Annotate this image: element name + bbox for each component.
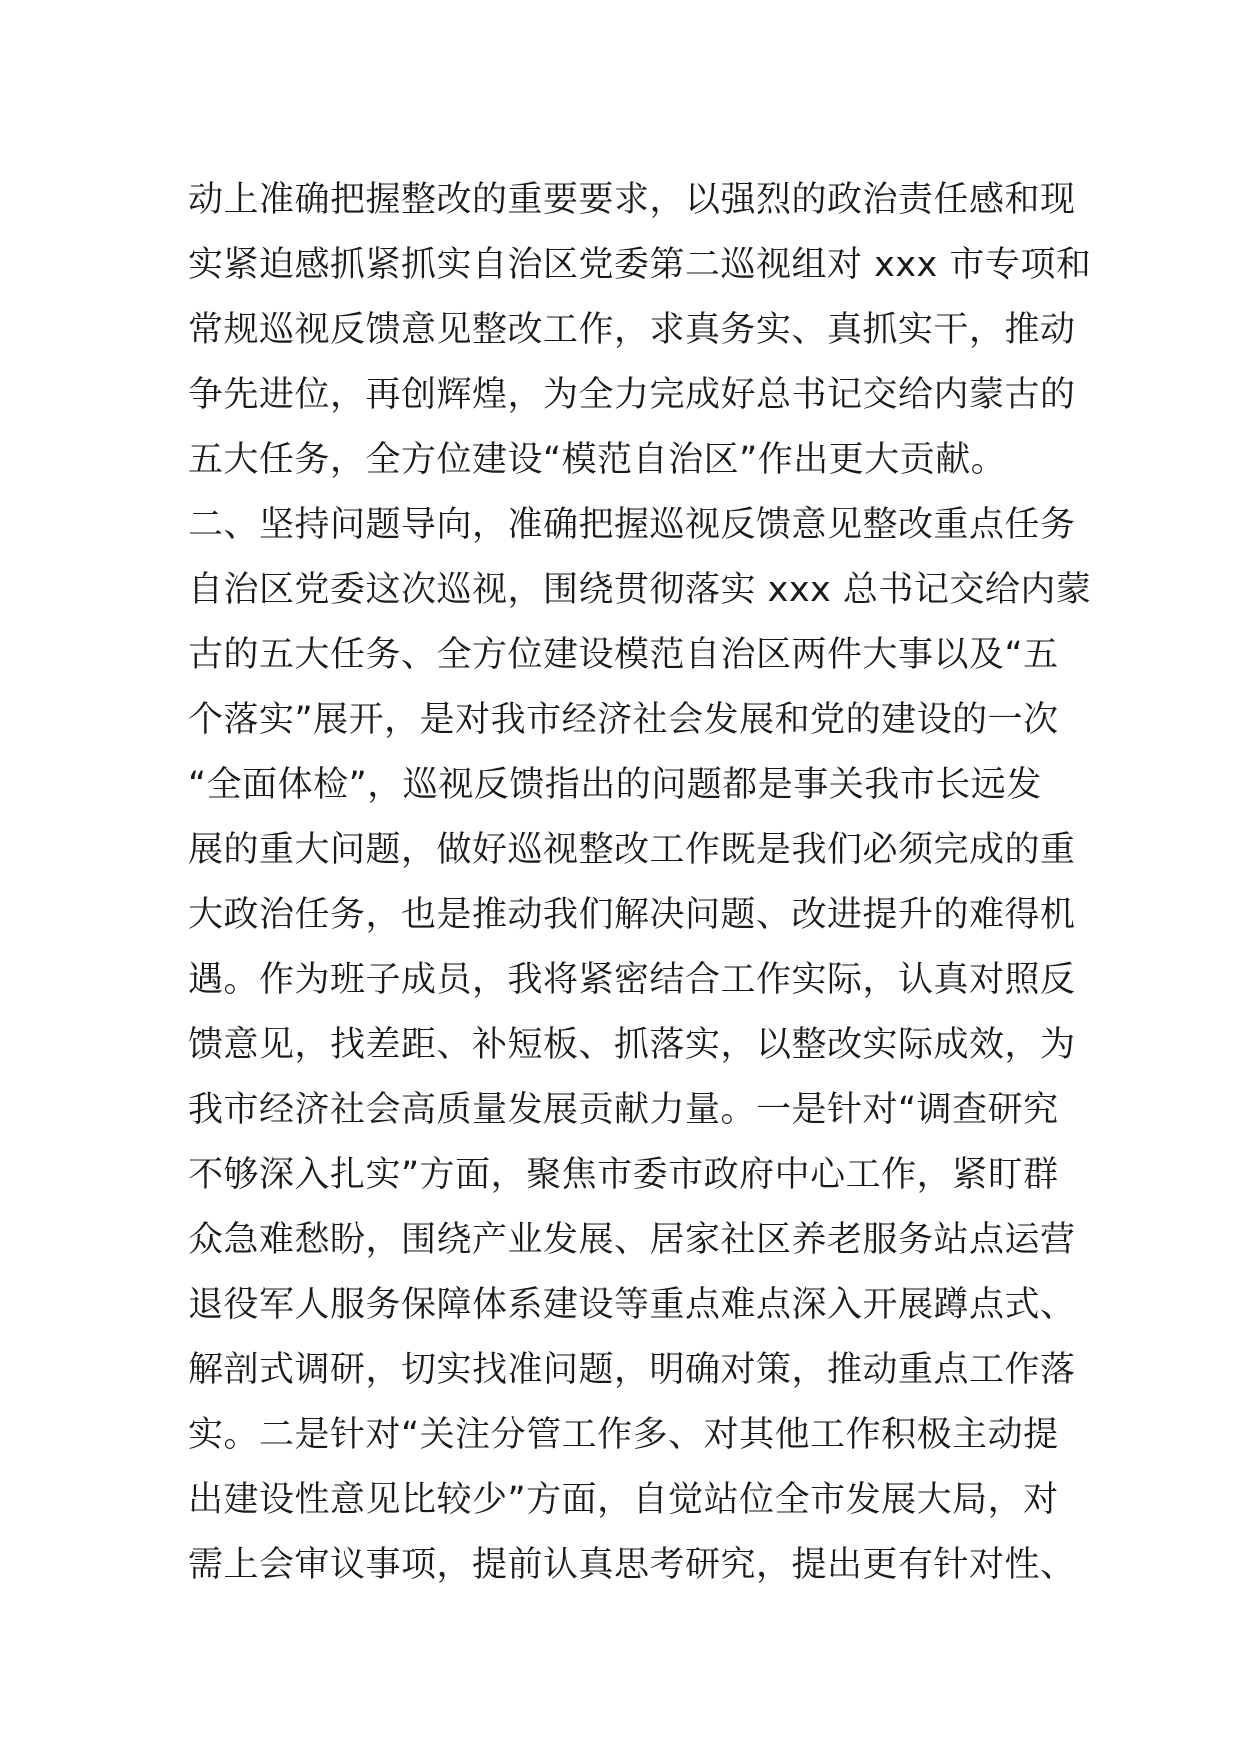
text-line: 我市经济社会高质量发展贡献力量。一是针对“调查研究 (188, 1090, 1059, 1130)
text-line: 遇。作为班子成员，我将紧密结合工作实际，认真对照反 (188, 960, 1076, 1000)
text-line: 大政治任务，也是推动我们解决问题、改进提升的难得机 (188, 895, 1076, 935)
text-line: “全面体检”，巡视反馈指出的问题都是事关我市长远发 (188, 765, 1042, 805)
text-line: 馈意见，找差距、补短板、抓落实，以整改实际成效，为 (188, 1025, 1076, 1065)
text-line: 动上准确把握整改的重要要求，以强烈的政治责任感和现 (188, 180, 1076, 220)
text-line: 众急难愁盼，围绕产业发展、居家社区养老服务站点运营 (188, 1220, 1076, 1260)
text-line: 个落实”展开，是对我市经济社会发展和党的建设的一次 (188, 700, 1059, 740)
text-line: 常规巡视反馈意见整改工作，求真务实、真抓实干，推动 (188, 310, 1076, 350)
section-heading: 二、坚持问题导向，准确把握巡视反馈意见整改重点任务 (188, 505, 1076, 545)
text-line: 需上会审议事项，提前认真思考研究，提出更有针对性、 (188, 1545, 1076, 1585)
text-line: 不够深入扎实”方面，聚焦市委市政府中心工作，紧盯群 (188, 1155, 1059, 1195)
text-line: 争先进位，再创辉煌，为全力完成好总书记交给内蒙古的 (188, 375, 1076, 415)
text-line: 自治区党委这次巡视，围绕贯彻落实 xxx 总书记交给内蒙 (188, 570, 1092, 610)
text-line: 古的五大任务、全方位建设模范自治区两件大事以及“五 (188, 635, 1059, 675)
text-line: 实。二是针对“关注分管工作多、对其他工作积极主动提 (188, 1415, 1059, 1455)
text-line: 出建设性意见比较少”方面，自觉站位全市发展大局，对 (188, 1480, 1059, 1520)
body-text (188, 168, 1092, 1598)
text-line: 五大任务，全方位建设“模范自治区”作出更大贡献。 (188, 440, 1007, 480)
text-line: 实紧迫感抓紧抓实自治区党委第二巡视组对 xxx 市专项和 (188, 245, 1092, 285)
text-line: 展的重大问题，做好巡视整改工作既是我们必须完成的重 (188, 830, 1076, 870)
text-line: 解剖式调研，切实找准问题，明确对策，推动重点工作落 (188, 1350, 1076, 1390)
text-line: 退役军人服务保障体系建设等重点难点深入开展蹲点式、 (188, 1285, 1076, 1325)
